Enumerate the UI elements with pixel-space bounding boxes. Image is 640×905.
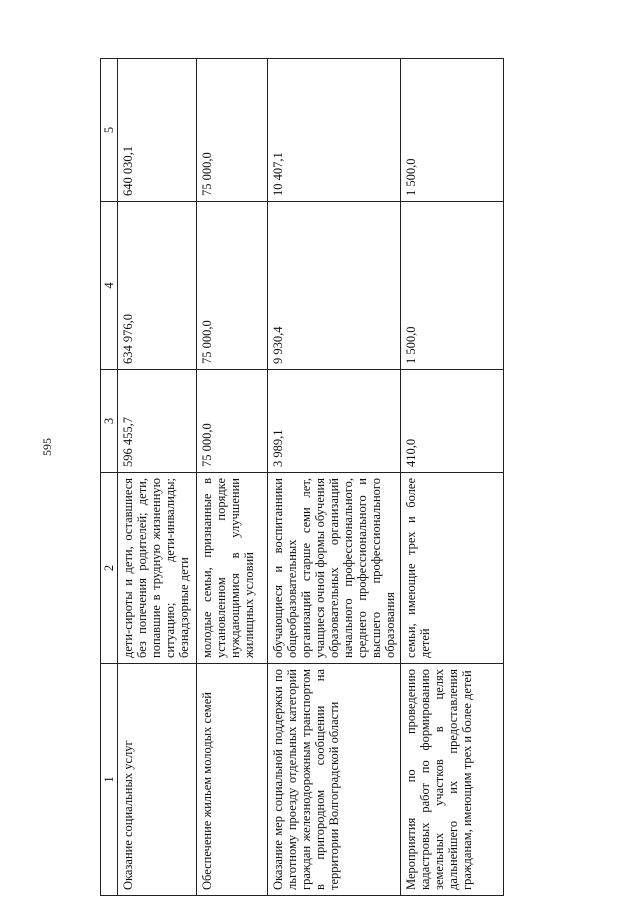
amount-col-5: 10 407,1 — [268, 59, 401, 202]
column-header: 5 — [101, 59, 118, 202]
amount-col-3: 3 989,1 — [268, 370, 401, 473]
amount-col-3: 596 455,7 — [118, 370, 197, 473]
measure-name: Оказание мер социальной поддержки по льготному проезду отдельных категорий граждан железнодорожным транспортом в пригородном сообщении на территории Волгоградской области — [268, 664, 401, 896]
recipient-category: молодые семьи, признанные в установленном порядке нуждающимися в улучшении жилищных условий — [197, 473, 268, 664]
column-header: 3 — [101, 370, 118, 473]
amount-col-5: 1 500,0 — [401, 59, 504, 202]
recipient-category: семьи, имеющие трех и более детей — [401, 473, 504, 664]
amount-col-4: 9 930,4 — [268, 202, 401, 370]
page-number: 595 — [40, 438, 54, 456]
table-row — [118, 59, 197, 896]
data-table — [100, 58, 504, 896]
table-row — [268, 59, 401, 896]
recipient-category: дети-сироты и дети, оставшиеся без попечения родителей; дети, попавшие в трудную жизненную ситуацию; дети-инвалиды; безнадзорные дети — [118, 473, 197, 664]
amount-col-4: 1 500,0 — [401, 202, 504, 370]
amount-col-3: 75 000,0 — [197, 370, 268, 473]
table-header-row — [101, 59, 118, 896]
amount-col-5: 75 000,0 — [197, 59, 268, 202]
amount-col-4: 634 976,0 — [118, 202, 197, 370]
measure-name: Обеспечение жильем молодых семей — [197, 664, 268, 896]
table-row — [197, 59, 268, 896]
recipient-category: обучающиеся и воспитанники общеобразовательных организаций старше семи лет, учащиеся очной формы обучения образовательных организаций начального профессионального, среднего профессионального и высшего профессионального образования — [268, 473, 401, 664]
rotated-table-wrapper — [100, 59, 500, 896]
measure-name: Мероприятия по проведению кадастровых работ по формированию земельных участков в целях дальнейшего их предоставления гражданам, имеющим трех и более детей — [401, 664, 504, 896]
table-row — [401, 59, 504, 896]
amount-col-4: 75 000,0 — [197, 202, 268, 370]
column-header: 2 — [101, 473, 118, 664]
amount-col-3: 410,0 — [401, 370, 504, 473]
column-header: 1 — [101, 664, 118, 896]
amount-col-5: 640 030,1 — [118, 59, 197, 202]
measure-name: Оказание социальных услуг — [118, 664, 197, 896]
column-header: 4 — [101, 202, 118, 370]
